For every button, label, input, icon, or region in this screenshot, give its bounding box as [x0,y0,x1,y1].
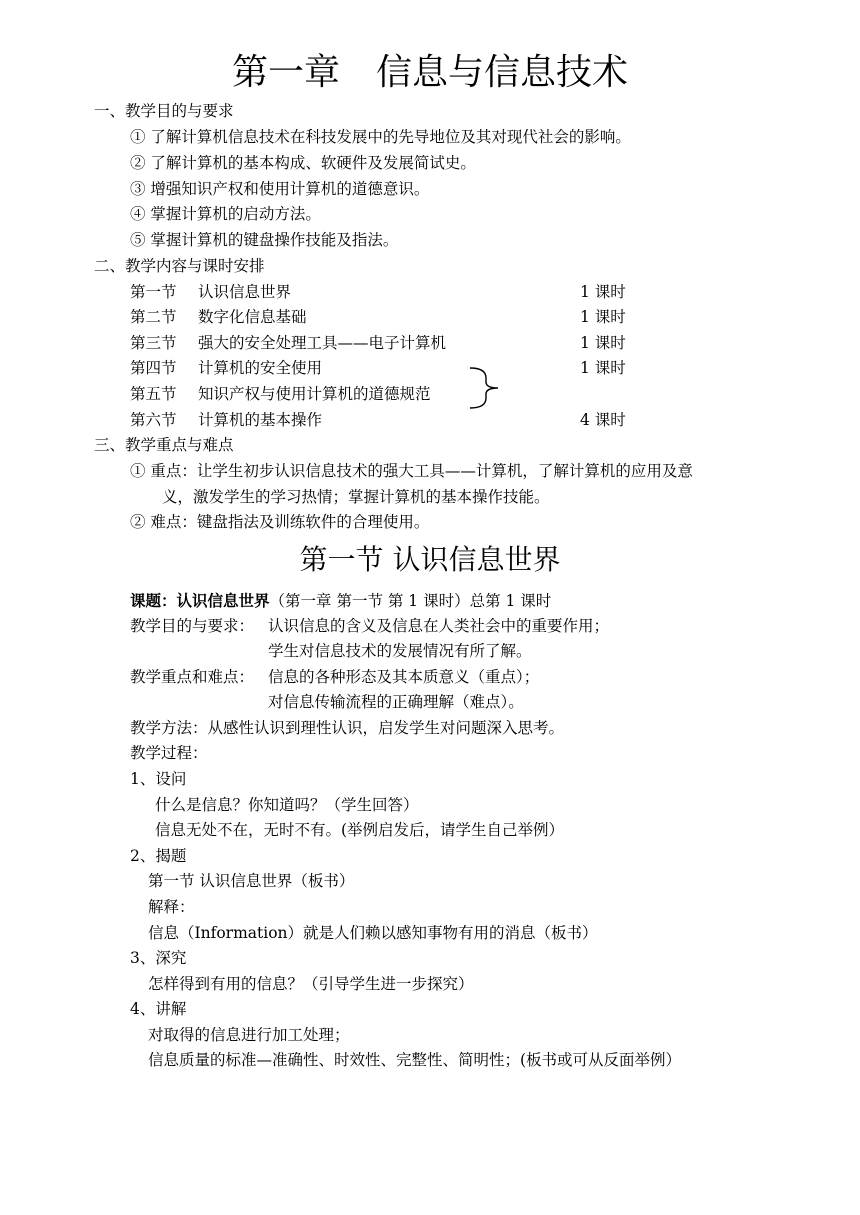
keypoints-heading: 三、教学重点与难点 [94,436,234,454]
goal-line: 学生对信息技术的发展情况有所了解。 [268,642,532,660]
step-heading: 3、深究 [130,949,187,967]
key-line: 对信息传输流程的正确理解（难点）。 [268,693,524,711]
step-text: 信息（Information）就是人们赖以感知事物有用的消息（板书） [148,924,598,942]
grouping-brace-icon [466,366,506,410]
schedule-section: 第五节 [130,385,177,403]
schedule-section: 第四节 [130,359,177,377]
key-label: 教学重点和难点： [130,668,255,686]
step-text: 第一节 认识信息世界（板书） [148,872,355,890]
lesson-topic-label: 课题：认识信息世界 [130,591,270,610]
schedule-hours: 1 课时 [580,359,626,377]
objective-item: ⑤ 掌握计算机的键盘操作技能及指法。 [130,231,399,249]
schedule-hours: 4 课时 [580,411,626,429]
objective-item: ③ 增强知识产权和使用计算机的道德意识。 [130,180,430,198]
step-text: 信息质量的标准—准确性、时效性、完整性、简明性；(板书或可从反面举例） [148,1051,682,1069]
schedule-section: 第六节 [130,411,177,429]
schedule-name: 数字化信息基础 [198,308,307,326]
lesson-topic [130,593,551,610]
lesson-topic-detail: （第一章 第一节 第 1 课时）总第 1 课时 [269,592,552,610]
schedule-section: 第二节 [130,308,177,326]
step-text: 解释： [148,898,195,916]
step-heading: 2、揭题 [130,847,187,865]
objectives-heading: 一、教学目的与要求 [94,102,234,120]
schedule-name: 计算机的基本操作 [198,411,323,429]
goal-line: 认识信息的含义及信息在人类社会中的重要作用； [268,617,610,635]
schedule-name: 计算机的安全使用 [198,359,323,377]
schedule-section: 第三节 [130,334,177,352]
step-text: 怎样得到有用的信息？（引导学生进一步探究） [148,975,474,993]
schedule-section: 第一节 [130,283,177,301]
objective-item: ② 了解计算机的基本构成、软硬件及发展简试史。 [130,154,476,172]
objective-item: ④ 掌握计算机的启动方法。 [130,205,321,223]
key-line: 信息的各种形态及其本质意义（重点）； [268,668,540,686]
step-heading: 4、讲解 [130,1000,187,1018]
step-text: 什么是信息？你知道吗？（学生回答） [155,796,419,814]
chapter-title: 第一章 信息与信息技术 [231,52,628,93]
teaching-method: 教学方法：从感性认识到理性认识，启发学生对问题深入思考。 [130,719,565,737]
keypoint-item: ① 重点：让学生初步认识信息技术的强大工具——计算机，了解计算机的应用及意 [130,462,693,480]
step-heading: 1、设问 [130,770,187,788]
objective-item: ① 了解计算机信息技术在科技发展中的先导地位及其对现代社会的影响。 [130,128,631,146]
schedule-hours: 1 课时 [580,308,626,326]
section-title: 第一节 认识信息世界 [299,543,561,576]
schedule-name: 知识产权与使用计算机的道德规范 [198,385,431,403]
schedule-name: 强大的安全处理工具——电子计算机 [198,334,447,352]
difficulty-item: ② 难点：键盘指法及训练软件的合理使用。 [130,513,430,531]
schedule-name: 认识信息世界 [198,283,292,301]
schedule-heading: 二、教学内容与课时安排 [94,257,265,275]
teaching-process: 教学过程： [130,744,208,762]
schedule-hours: 1 课时 [580,283,626,301]
schedule-hours: 1 课时 [580,334,626,352]
keypoint-item-continued: 义，激发学生的学习热情；掌握计算机的基本操作技能。 [162,488,550,506]
step-text: 对取得的信息进行加工处理； [148,1026,350,1044]
step-text: 信息无处不在，无时不有。(举例启发后，请学生自己举例） [155,821,565,839]
goal-label: 教学目的与要求： [130,617,255,635]
